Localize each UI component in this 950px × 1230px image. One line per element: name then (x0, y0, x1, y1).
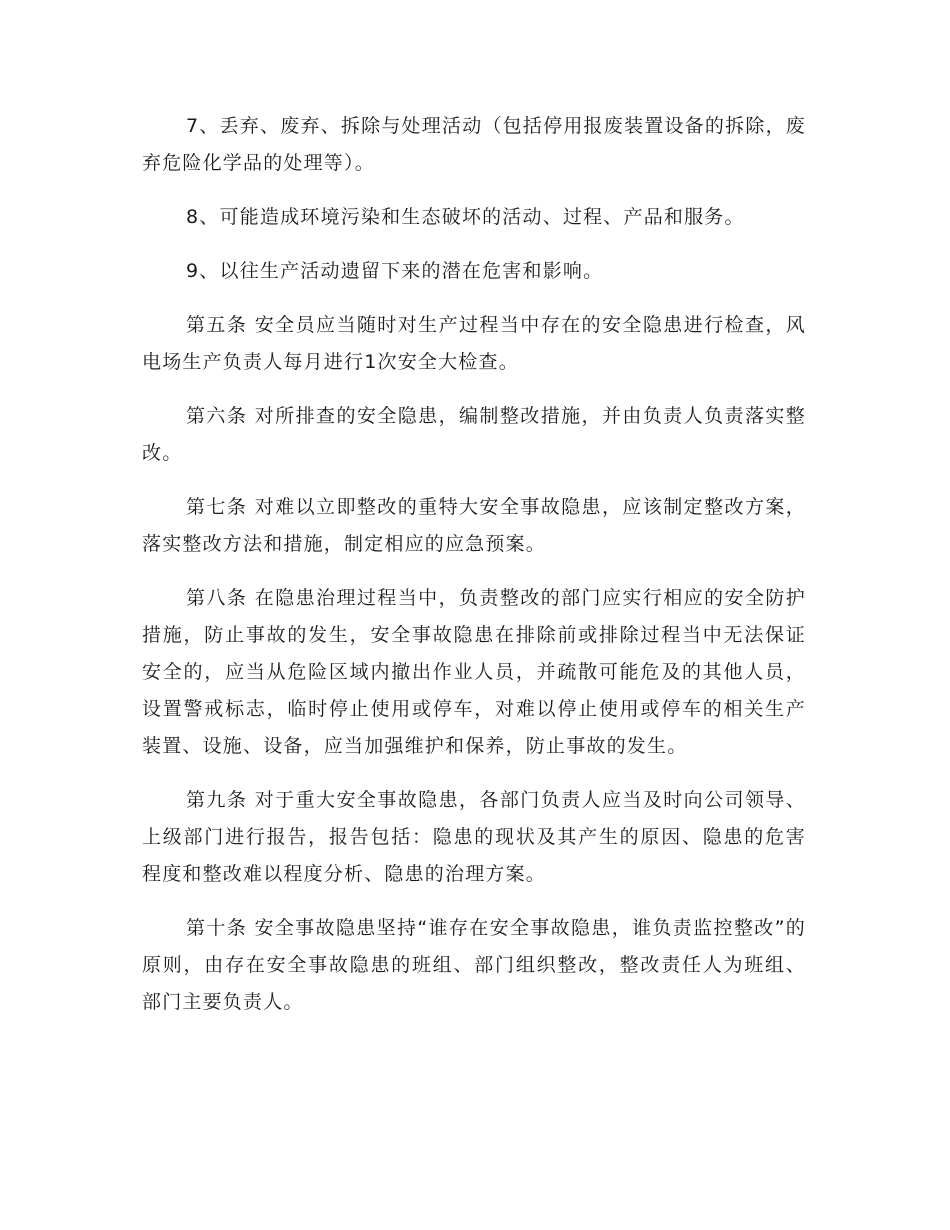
document-body (142, 108, 806, 1038)
paragraph-article-10: 第十条 安全事故隐患坚持“谁存在安全事故隐患，谁负责监控整改”的原则，由存在安全事故隐患的班组、部门组织整改，整改责任人为班组、部门主要负责人。 (142, 917, 806, 1013)
paragraph-item-7: 7、丢弃、废弃、拆除与处理活动（包括停用报废装置设备的拆除，废弃危险化学品的处理等）。 (142, 115, 806, 174)
paragraph-item-9: 9、以往生产活动遗留下来的潜在危害和影响。 (186, 260, 604, 282)
paragraph-article-8: 第八条 在隐患治理过程当中，负责整改的部门应实行相应的安全防护措施，防止事故的发生，安全事故隐患在排除前或排除过程当中无法保证安全的，应当从危险区域内撤出作业人员，并疏散可能危及的其他人员，设置警戒标志，临时停止使用或停车，对难以停止使用或停车的相关生产装置、设施、设备，应当加强维护和保养，防止事故的发生。 (142, 587, 806, 757)
paragraph-article-7: 第七条 对难以立即整改的重特大安全事故隐患，应该制定整改方案，落实整改方法和措施，制定相应的应急预案。 (142, 496, 806, 555)
paragraph-article-6: 第六条 对所排查的安全隐患，编制整改措施，并由负责人负责落实整改。 (142, 405, 806, 464)
paragraph-article-5: 第五条 安全员应当随时对生产过程当中存在的安全隐患进行检查，风电场生产负责人每月进行1次安全大检查。 (142, 314, 806, 373)
paragraph-article-9: 第九条 对于重大安全事故隐患，各部门负责人应当及时向公司领导、上级部门进行报告，报告包括：隐患的现状及其产生的原因、隐患的危害程度和整改难以程度分析、隐患的治理方案。 (142, 789, 806, 885)
paragraph-item-8: 8、可能造成环境污染和生态破坏的活动、过程、产品和服务。 (186, 206, 745, 228)
